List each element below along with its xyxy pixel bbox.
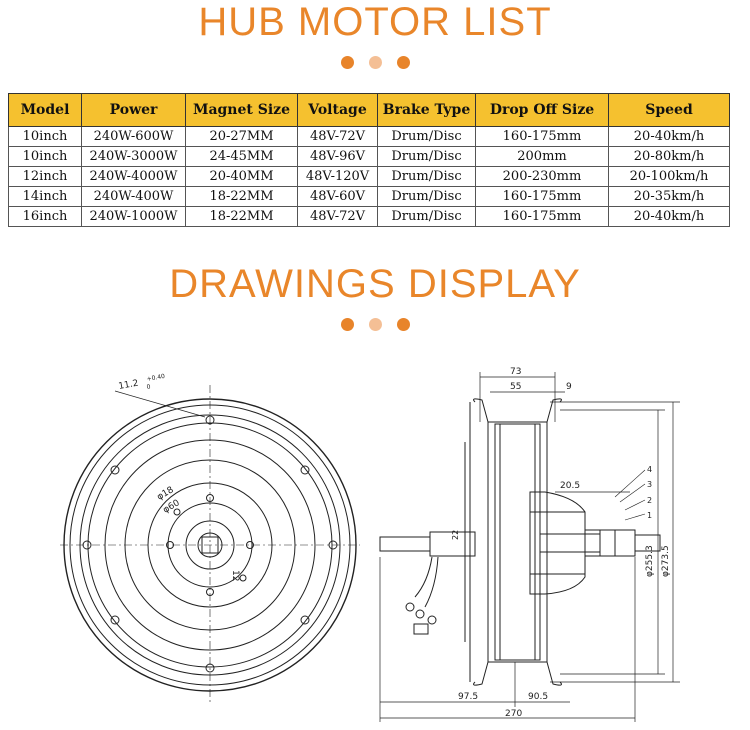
table-cell: 12inch [9,167,82,187]
accent-dot [369,56,382,69]
table-cell: 14inch [9,187,82,207]
table-cell: 48V-120V [298,167,378,187]
dimension-9: 9 [566,382,572,392]
table-cell: 20-40km/h [609,207,730,227]
hub-motor-list-title: HUB MOTOR LIST [198,0,552,44]
accent-dot [341,56,354,69]
inner-diameter-label-1: φ18 [155,485,176,503]
table-cell: Drum/Disc [378,187,476,207]
hole-diameter-label: 11.2 [117,378,140,392]
dimension-55: 55 [510,382,522,392]
drawings-display-title: DRAWINGS DISPLAY [169,262,581,306]
drawings-dots [0,318,750,331]
table-cell: 24-45MM [186,147,298,167]
accent-dot [341,318,354,331]
side-view-drawing [370,362,700,727]
top-dimension-lines [480,372,565,422]
table-cell: 160-175mm [476,127,609,147]
wheel-profile [465,399,561,685]
table-cell: 18-22MM [186,187,298,207]
spec-table [8,93,730,227]
table-cell: 200mm [476,147,609,167]
table-cell: Drum/Disc [378,207,476,227]
dimension-97-5: 97.5 [458,692,479,702]
table-row [9,167,730,187]
column-header: Brake Type [378,94,476,127]
table-cell: 20-40km/h [609,127,730,147]
table-cell: Drum/Disc [378,167,476,187]
dimension-73: 73 [510,367,522,377]
callout-3: 3 [647,480,653,489]
inner-diameter-label-2: φ60 [161,498,182,516]
table-cell: 48V-96V [298,147,378,167]
table-cell: 48V-60V [298,187,378,207]
table-row [9,147,730,167]
diameter-255-3: φ255.3 [645,545,655,577]
column-header: Drop Off Size [476,94,609,127]
table-cell: 48V-72V [298,127,378,147]
table-cell: 48V-72V [298,207,378,227]
title-dots [0,56,750,69]
table-cell: 240W-3000W [82,147,186,167]
table-cell: 20-80km/h [609,147,730,167]
table-cell: 160-175mm [476,187,609,207]
accent-dot [397,318,410,331]
table-cell: Drum/Disc [378,127,476,147]
diameter-273-5: φ273.5 [661,545,671,577]
hole-tolerance-upper: +0.40 [146,372,166,383]
column-header: Speed [609,94,730,127]
table-cell: 160-175mm [476,207,609,227]
column-header: Voltage [298,94,378,127]
table-row [9,127,730,147]
table-cell: 16inch [9,207,82,227]
motor-cable [406,557,438,634]
callout-2: 2 [647,496,653,505]
column-header: Magnet Size [186,94,298,127]
table-cell: 240W-600W [82,127,186,147]
front-view-drawing [55,365,365,725]
accent-dot [369,318,382,331]
table-row [9,187,730,207]
table-cell: 10inch [9,127,82,147]
table-cell: 200-230mm [476,167,609,187]
table-cell: 240W-400W [82,187,186,207]
dimension-20-5: 20.5 [560,481,581,491]
column-header: Model [9,94,82,127]
flat-dimension-label: 12 [230,570,240,582]
table-cell: 240W-4000W [82,167,186,187]
table-header-row [9,94,730,127]
callout-leaders [615,470,645,520]
accent-dot [397,56,410,69]
table-cell: 18-22MM [186,207,298,227]
bottom-dimension-lines [380,557,635,722]
dimension-90-5: 90.5 [528,692,549,702]
callout-4: 4 [647,465,653,474]
table-cell: 20-40MM [186,167,298,187]
dimension-22: 22 [451,529,460,540]
table-cell: 20-35km/h [609,187,730,207]
table-cell: Drum/Disc [378,147,476,167]
table-cell: 20-27MM [186,127,298,147]
table-cell: 240W-1000W [82,207,186,227]
table-cell: 20-100km/h [609,167,730,187]
hole-tolerance-lower: 0 [146,383,152,391]
table-cell: 10inch [9,147,82,167]
table-row [9,207,730,227]
callout-1: 1 [647,511,653,520]
dimension-270: 270 [505,709,523,719]
axle [380,530,660,556]
column-header: Power [82,94,186,127]
